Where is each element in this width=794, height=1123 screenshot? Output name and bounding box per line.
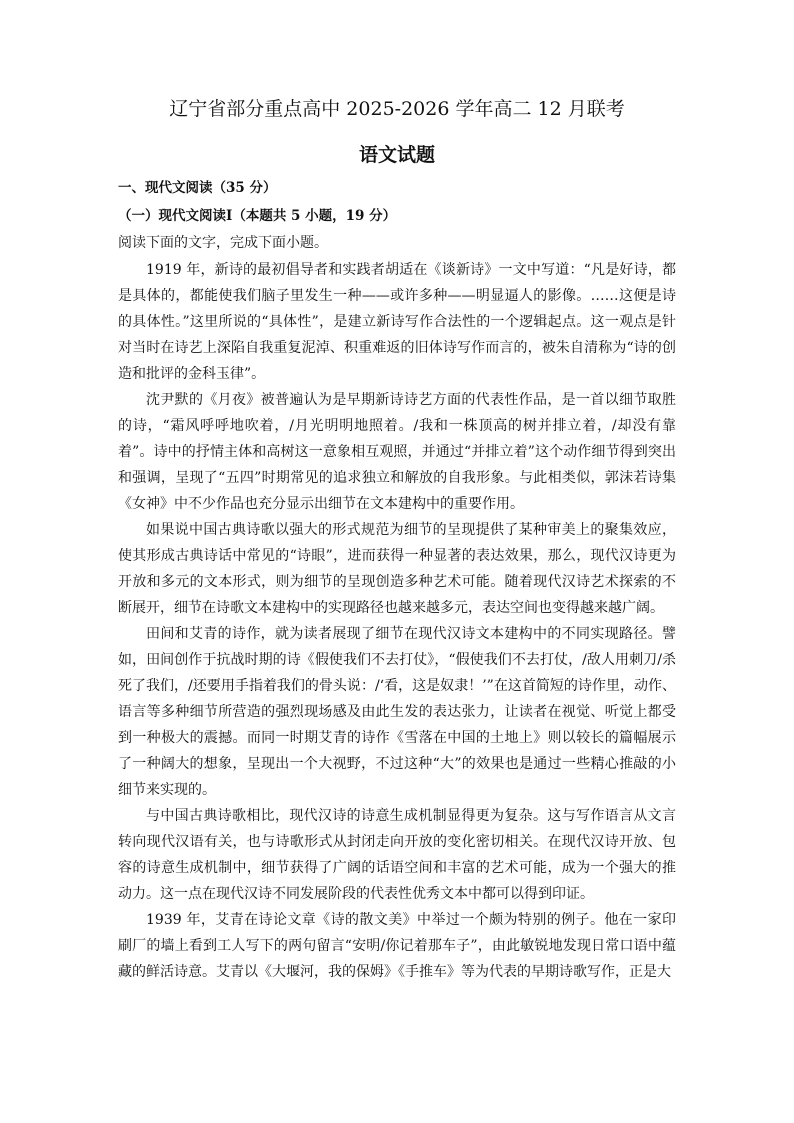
- document-title: 辽宁省部分重点高中 2025-2026 学年高二 12 月联考: [169, 98, 625, 120]
- passage-paragraph-1: 1919 年，新诗的最初倡导者和实践者胡适在《谈新诗》一文中写道：“凡是好诗，都是具体的，都能使我们脑子里发生一种——或许多种——明显逼人的影像。……这便是诗的具体性。”这里所说的“具体性”，是建立新诗写作合法性的一个逻辑起点。这一观点是针对当时在诗艺上深陷自我重复泥淖、积重难返的旧体诗写作而言的，被朱自清称为“诗的创造和批评的金科玉律”。: [118, 262, 676, 382]
- reading-instruction: 阅读下面的文字，完成下面小题。: [118, 235, 328, 251]
- passage-paragraph-4: 田间和艾青的诗作，就为读者展现了细节在现代汉诗文本建构中的不同实现路径。譬如，田间创作于抗战时期的诗《假使我们不去打仗》，“假使我们不去打仗，/敌人用刺刀/杀死了我们，/还要用手指着我们的骨头说：/‘看，这是奴隶！’”在这首简短的诗作里，动作、语言等多种细节所营造的强烈现场感及由此生发的表达张力，让读者在视觉、听觉上都受到一种极大的震撼。而同一时期艾青的诗作《雪落在中国的土地上》则以较长的篇幅展示了一种阔大的想象，呈现出一个大视野，不过这种“大”的效果也是通过一些精心推敲的小细节来实现的。: [118, 626, 676, 798]
- document-subtitle: 语文试题: [358, 144, 435, 166]
- passage-paragraph-3: 如果说中国古典诗歌以强大的形式规范为细节的呈现提供了某种审美上的聚集效应，使其形成古典诗话中常见的“诗眼”，进而获得一种显著的表达效果，那么，现代汉诗更为开放和多元的文本形式，则为细节的呈现创造多种艺术可能。随着现代汉诗艺术探索的不断展开，细节在诗歌文本建构中的实现路径也越来越多元，表达空间也变得越来越广阔。: [118, 522, 676, 616]
- passage-paragraph-2: 沈尹默的《月夜》被普遍认为是早期新诗诗艺方面的代表性作品，是一首以细节取胜的诗，“霜风呼呼地吹着，/月光明明地照着。/我和一株顶高的树并排立着，/却没有靠着”。诗中的抒情主体和高树这一意象相互观照，并通过“并排立着”这个动作细节得到突出和强调，呈现了“五四”时期常见的追求独立和解放的自我形象。与此相类似，郭沫若诗集《女神》中不少作品也充分显示出细节在文本建构中的重要作用。: [118, 392, 676, 512]
- section-heading: 一、现代文阅读（35 分）: [118, 180, 277, 196]
- subsection-heading: （一）现代文阅读Ⅰ（本题共 5 小题，19 分）: [118, 208, 397, 224]
- passage-paragraph-5: 与中国古典诗歌相比，现代汉诗的诗意生成机制显得更为复杂。这与写作语言从文言转向现代汉语有关，也与诗歌形式从封闭走向开放的变化密切相关。在现代汉诗开放、包容的诗意生成机制中，细节获得了广阔的话语空间和丰富的艺术可能，成为一个强大的推动力。这一点在现代汉诗不同发展阶段的代表性优秀文本中都可以得到印证。: [118, 808, 676, 902]
- reading-passage: [118, 257, 676, 985]
- passage-paragraph-6: 1939 年，艾青在诗论文章《诗的散文美》中举过一个颇为特别的例子。他在一家印刷厂的墙上看到工人写下的两句留言“安明/你记着那车子”，由此敏锐地发现日常口语中蕴藏的鲜活诗意。艾青以《大堰河，我的保姆》《手推车》等为代表的早期诗歌写作，正是大: [118, 912, 676, 980]
